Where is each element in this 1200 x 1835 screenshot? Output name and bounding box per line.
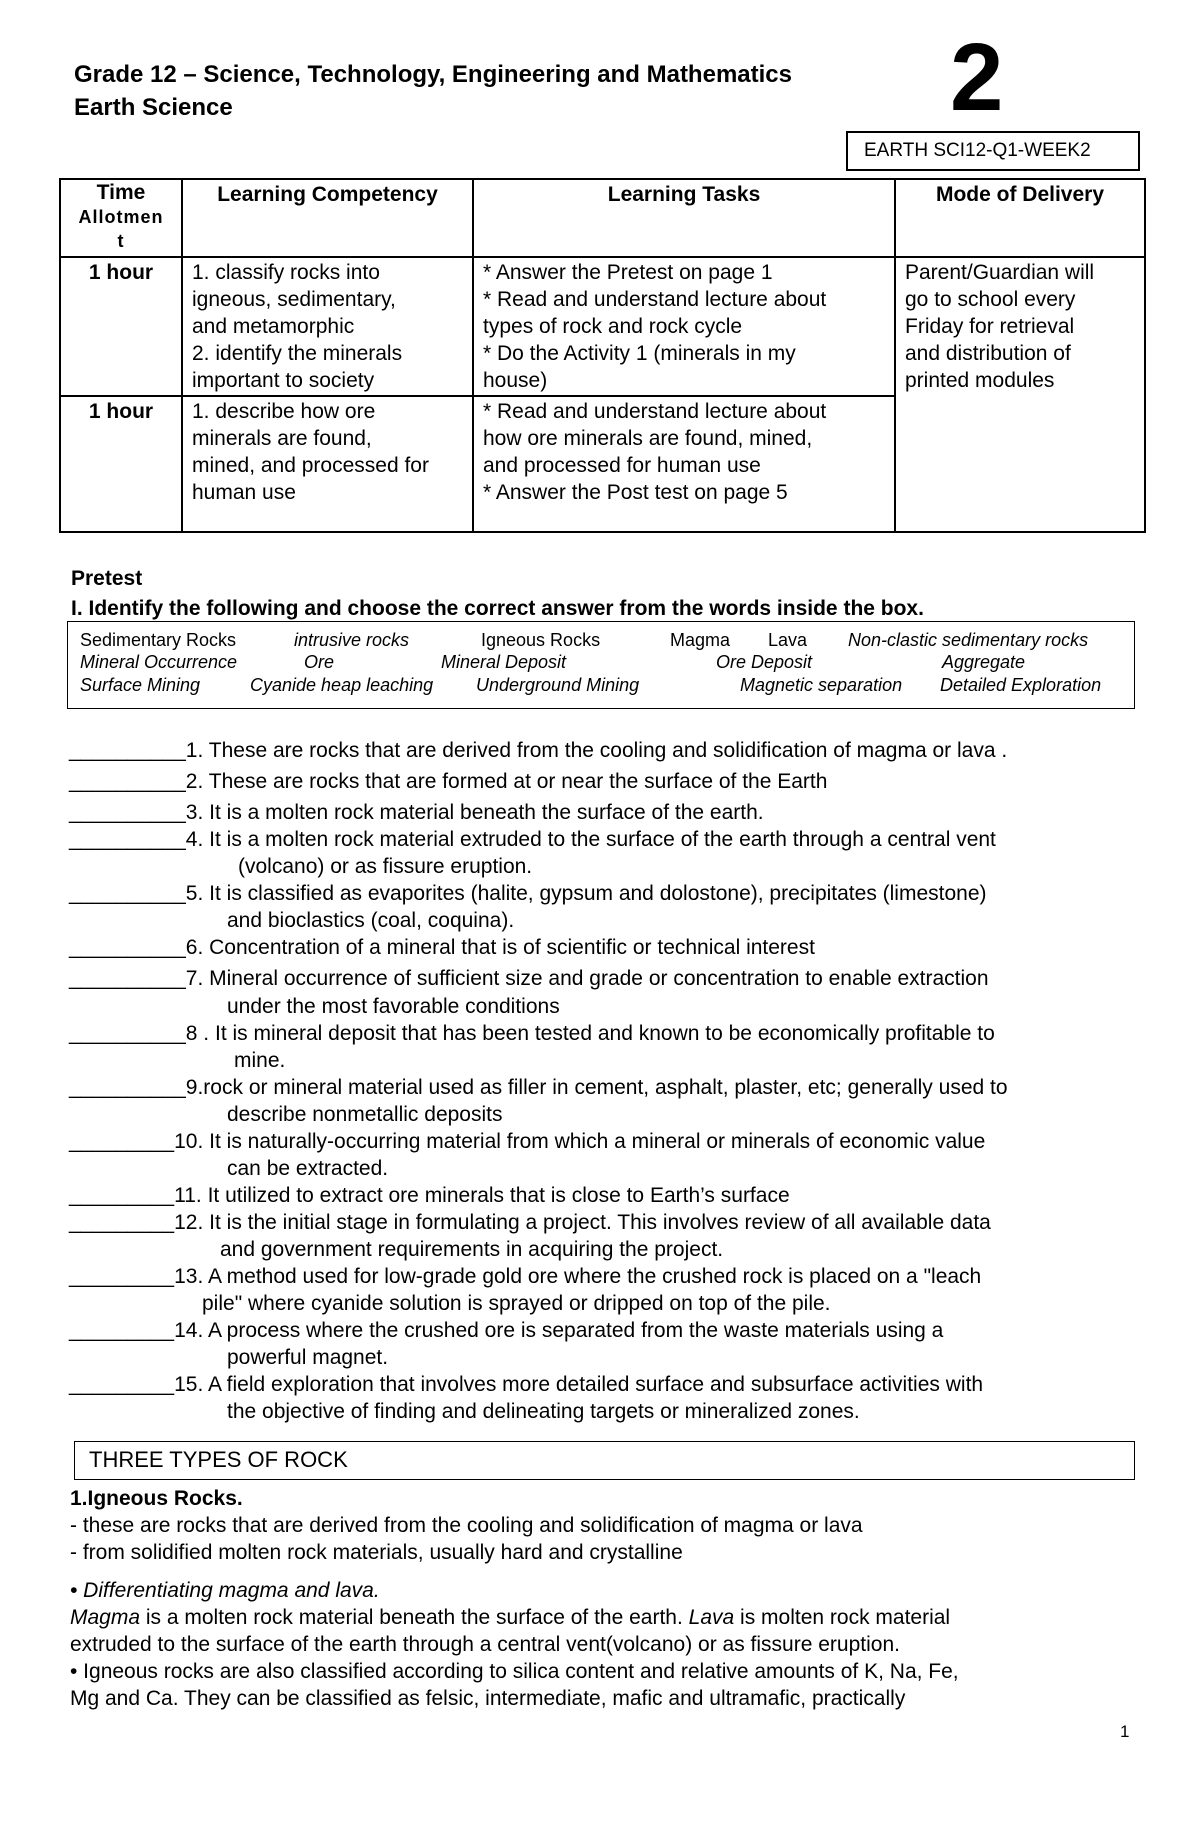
word-item: Mineral Occurrence xyxy=(80,652,238,672)
table-header-row xyxy=(60,179,1145,257)
word-item: intrusive rocks xyxy=(294,630,410,650)
question-item: __________3. It is a molten rock material beneath the surface of the earth. xyxy=(69,801,764,824)
question-continuation: describe nonmetallic deposits xyxy=(227,1103,503,1126)
row-competency: 1. classify rocks into igneous, sedimentary, and metamorphic 2. identify the minerals important to society xyxy=(182,257,473,396)
question-item: _________13. A method used for low-grade gold ore where the crushed rock is placed on a "leach xyxy=(69,1265,982,1288)
answer-blank[interactable]: __________ xyxy=(69,936,186,959)
question-item: __________9.rock or mineral material used as filler in cement, asphalt, plaster, etc; generally used to xyxy=(69,1076,1008,1099)
question-item: __________1. These are rocks that are derived from the cooling and solidification of magma or lava . xyxy=(69,739,1008,762)
delivery-cell: Parent/Guardian will go to school every Friday for retrieval and distribution of printed modules xyxy=(895,257,1145,532)
question-item: __________2. These are rocks that are formed at or near the surface of the Earth xyxy=(69,770,828,793)
word-item: Surface Mining xyxy=(80,675,201,695)
word-item: Igneous Rocks xyxy=(481,630,601,650)
question-continuation: and bioclastics (coal, coquina). xyxy=(227,909,515,932)
question-item: _________14. A process where the crushed ore is separated from the waste materials using a xyxy=(69,1319,944,1342)
pretest-title: Pretest xyxy=(71,567,143,590)
question-item: _________15. A field exploration that involves more detailed surface and subsurface activities with xyxy=(69,1373,984,1396)
answer-blank[interactable]: _________ xyxy=(69,1211,175,1234)
word-item: Ore xyxy=(304,652,335,672)
header-time: Time Allotmen t xyxy=(60,179,182,257)
paragraph-line: extruded to the surface of the earth through a central vent(volcano) or as fissure eruption. xyxy=(70,1633,900,1656)
header-competency: Learning Competency xyxy=(182,179,473,257)
title-line-2: Earth Science xyxy=(74,94,233,121)
word-item: Magnetic separation xyxy=(740,675,903,695)
row-time: 1 hour xyxy=(60,257,182,396)
row-tasks: * Read and understand lecture about how ore minerals are found, mined, and processed for human use * Answer the Post test on page 5 xyxy=(473,396,895,532)
answer-blank[interactable]: __________ xyxy=(69,739,186,762)
question-continuation: (volcano) or as fissure eruption. xyxy=(238,855,533,878)
question-continuation: powerful magnet. xyxy=(227,1346,389,1369)
answer-blank[interactable]: __________ xyxy=(69,770,186,793)
question-item: _________12. It is the initial stage in formulating a project. This involves review of all available data xyxy=(69,1211,991,1234)
section-title-box: THREE TYPES OF ROCK xyxy=(74,1441,1135,1480)
answer-blank[interactable]: _________ xyxy=(69,1265,175,1288)
bullet-line: - these are rocks that are derived from the cooling and solidification of magma or lava xyxy=(70,1514,863,1537)
question-continuation: mine. xyxy=(234,1049,286,1072)
question-item: __________8 . It is mineral deposit that has been tested and known to be economically profitable to xyxy=(69,1022,995,1045)
module-code-box: EARTH SCI12-Q1-WEEK2 xyxy=(846,131,1140,171)
answer-blank[interactable]: _________ xyxy=(69,1130,175,1153)
table-row xyxy=(60,257,1145,396)
question-item: __________7. Mineral occurrence of sufficient size and grade or concentration to enable extraction xyxy=(69,967,989,990)
paragraph-line: • Igneous rocks are also classified according to silica content and relative amounts of K, Na, Fe, xyxy=(70,1660,959,1683)
subheading: • Differentiating magma and lava. xyxy=(70,1579,380,1602)
question-continuation: and government requirements in acquiring the project. xyxy=(220,1238,724,1261)
answer-blank[interactable]: __________ xyxy=(69,1076,186,1099)
question-item: _________10. It is naturally-occurring material from which a mineral or minerals of economic value xyxy=(69,1130,986,1153)
paragraph-line: Magma is a molten rock material beneath the surface of the earth. Lava is molten rock material xyxy=(70,1606,951,1629)
pretest-heading xyxy=(71,564,924,624)
answer-blank[interactable]: __________ xyxy=(69,1022,186,1045)
schedule-table xyxy=(59,178,1146,533)
word-item: Magma xyxy=(670,630,731,650)
bullet-line: - from solidified molten rock materials, usually hard and crystalline xyxy=(70,1541,683,1564)
answer-blank[interactable]: _________ xyxy=(69,1184,175,1207)
question-continuation: pile" where cyanide solution is sprayed or dripped on top of the pile. xyxy=(202,1292,831,1315)
row-competency: 1. describe how ore minerals are found, mined, and processed for human use xyxy=(182,396,473,532)
question-item: _________11. It utilized to extract ore minerals that is close to Earth’s surface xyxy=(69,1184,790,1207)
question-continuation: the objective of finding and delineating targets or mineralized zones. xyxy=(227,1400,860,1423)
answer-blank[interactable]: _________ xyxy=(69,1373,175,1396)
word-box xyxy=(67,621,1135,709)
row-tasks: * Answer the Pretest on page 1 * Read and understand lecture about types of rock and rock cycle * Do the Activity 1 (minerals in my house) xyxy=(473,257,895,396)
header-tasks: Learning Tasks xyxy=(473,179,895,257)
question-continuation: under the most favorable conditions xyxy=(227,995,560,1018)
word-item: Detailed Exploration xyxy=(940,675,1102,695)
page-number: 1 xyxy=(1120,1722,1130,1741)
answer-blank[interactable]: __________ xyxy=(69,882,186,905)
word-item: Aggregate xyxy=(942,652,1026,672)
question-item: __________4. It is a molten rock material extruded to the surface of the earth through a central vent xyxy=(69,828,996,851)
question-item: __________6. Concentration of a mineral that is of scientific or technical interest xyxy=(69,936,815,959)
word-item: Non-clastic sedimentary rocks xyxy=(848,630,1089,650)
row-time: 1 hour xyxy=(60,396,182,532)
answer-blank[interactable]: __________ xyxy=(69,801,186,824)
answer-blank[interactable]: __________ xyxy=(69,828,186,851)
word-item: Lava xyxy=(768,630,808,650)
paragraph-line: Mg and Ca. They can be classified as felsic, intermediate, mafic and ultramafic, practically xyxy=(70,1687,906,1710)
question-continuation: can be extracted. xyxy=(227,1157,389,1180)
answer-blank[interactable]: __________ xyxy=(69,967,186,990)
title-line-1: Grade 12 – Science, Technology, Engineering and Mathematics xyxy=(74,61,792,88)
word-item: Cyanide heap leaching xyxy=(250,675,434,695)
word-item: Sedimentary Rocks xyxy=(80,630,237,650)
header-delivery: Mode of Delivery xyxy=(895,179,1145,257)
document-title xyxy=(74,58,792,124)
answer-blank[interactable]: _________ xyxy=(69,1319,175,1342)
word-item: Mineral Deposit xyxy=(441,652,567,672)
question-item: __________5. It is classified as evaporites (halite, gypsum and dolostone), precipitates (limestone) xyxy=(69,882,987,905)
word-item: Underground Mining xyxy=(476,675,640,695)
section-heading: 1.Igneous Rocks. xyxy=(70,1487,243,1510)
week-number: 2 xyxy=(950,24,1004,131)
pretest-instruction: I. Identify the following and choose the correct answer from the words inside the box. xyxy=(71,597,924,620)
word-item: Ore Deposit xyxy=(716,652,813,672)
